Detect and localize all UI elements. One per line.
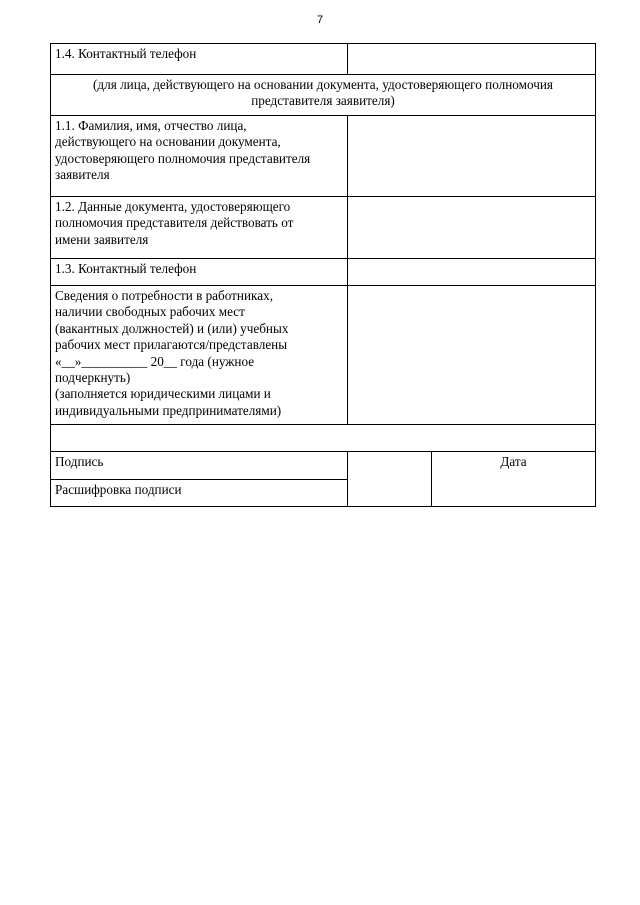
table-row <box>51 197 596 259</box>
signature-value-cell[interactable] <box>348 452 432 507</box>
application-form-table <box>50 43 596 507</box>
table-row <box>51 425 596 452</box>
representative-document-value-cell[interactable] <box>348 197 596 259</box>
representative-section-note: (для лица, действующего на основании документа, удостоверяющего полномочия представителя заявителя) <box>51 75 596 116</box>
table-row <box>51 259 596 286</box>
table-row <box>51 75 596 116</box>
representative-name-label: 1.1. Фамилия, имя, отчество лица, действующего на основании документа, удостоверяющего полномочия представителя заявителя <box>51 116 348 197</box>
workers-need-value-cell[interactable] <box>348 286 596 425</box>
table-row <box>51 452 596 480</box>
table-row <box>51 116 596 197</box>
date-cell[interactable] <box>432 452 596 507</box>
contact-phone-label: 1.4. Контактный телефон <box>51 44 348 75</box>
empty-separator-row <box>51 425 596 452</box>
date-label: Дата <box>500 454 527 469</box>
representative-contact-phone-label: 1.3. Контактный телефон <box>51 259 348 286</box>
page-number: 7 <box>316 14 324 26</box>
table-row <box>51 44 596 75</box>
contact-phone-value-cell[interactable] <box>348 44 596 75</box>
representative-contact-phone-value-cell[interactable] <box>348 259 596 286</box>
table-row <box>51 286 596 425</box>
representative-document-label: 1.2. Данные документа, удостоверяющего полномочия представителя действовать от имени заявителя <box>51 197 348 259</box>
workers-need-label: Сведения о потребности в работниках, наличии свободных рабочих мест (вакантных должностей) и (или) учебных рабочих мест прилагаются/представлены «__»__________ 20__ года (нужное подчеркнуть) (заполняется юридическими лицами и индивидуальными предпринимателями) <box>51 286 348 425</box>
signature-decoding-label: Расшифровка подписи <box>51 480 348 507</box>
representative-name-value-cell[interactable] <box>348 116 596 197</box>
signature-label: Подпись <box>51 452 348 480</box>
